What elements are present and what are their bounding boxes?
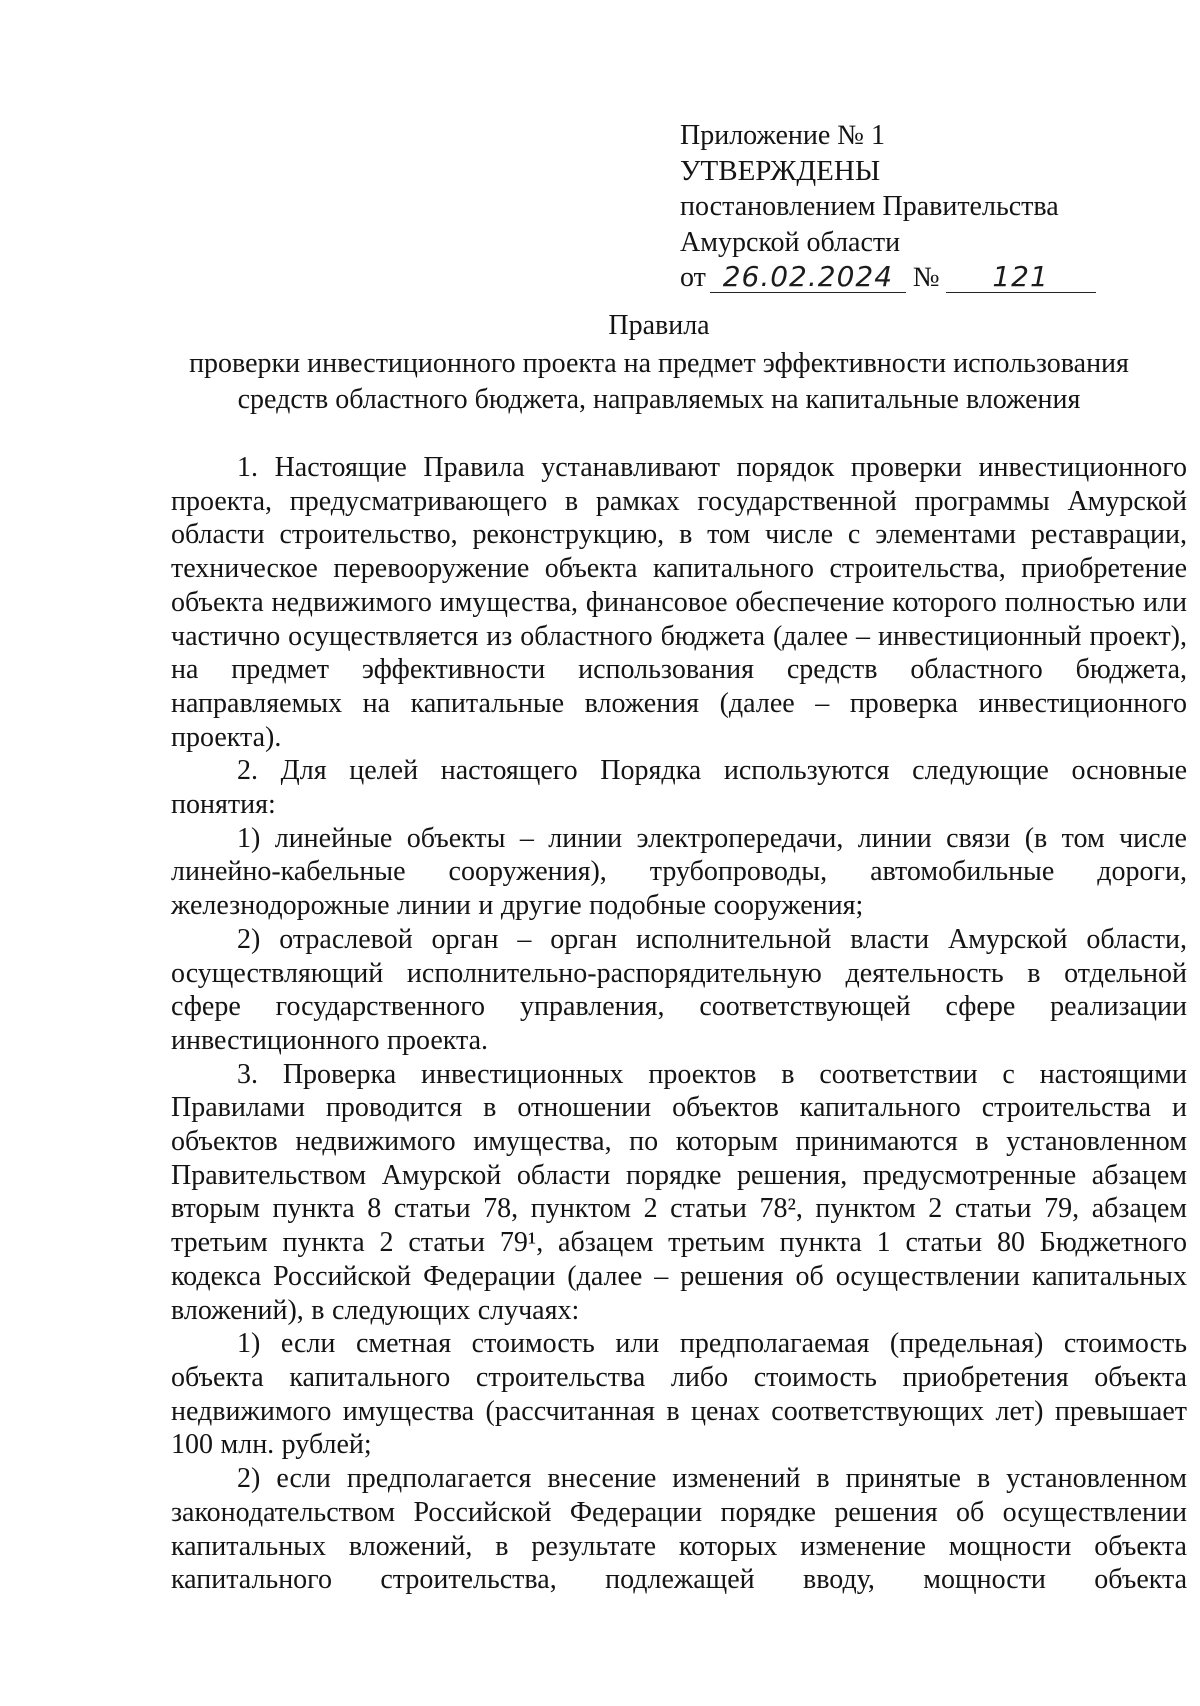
paragraph-3-item-2: 2) если предполагается внесение изменений в принятые в установленном законодательством Российской Федерации порядке решения об осуществлении капитальных вложений, в результате которых изменение мощности объекта капитального строительства, подлежащей вводу, мощности объекта [171,1463,1187,1596]
number-label: № [912,262,940,293]
resolution-label: постановлением Правительства [680,191,1059,222]
document-subtitle [130,346,1188,418]
paragraph-2-item-1: 1) линейные объекты – линии электропередачи, линии связи (в том числе линейно-кабельные сооружения), трубопроводы, автомобильные дороги, железнодорожные линии и другие подобные сооружения; [171,822,1187,922]
document-body [171,451,1187,1597]
approval-block [680,118,1096,296]
paragraph-3: 3. Проверка инвестиционных проектов в соответствии с настоящими Правилами проводится в отношении объектов капитального строительства и объектов недвижимого имущества, по которым принимаются в установленном Правительством Амурской области порядке решения, предусмотренные абзацем вторым пункта 8 статьи 78, пунктом 2 статьи 78², пунктом 2 статьи 79, абзацем третьим пункта 2 статьи 79¹, абзацем третьим пункта 1 статьи 80 Бюджетного кодекса Российской Федерации (далее – решения об осуществлении капитальных вложений), в следующих случаях: [171,1058,1187,1326]
handwritten-number: 121 [946,262,1096,293]
paragraph-1: 1. Настоящие Правила устанавливают порядок проверки инвестиционного проекта, предусматривающего в рамках государственной программы Амурской области строительство, реконструкцию, в том числе с элементами реставрации, техническое перевооружение объекта капитального строительства, приобретение объекта недвижимого имущества, финансовое обеспечение которого полностью или частично осуществляется из областного бюджета (далее – инвестиционный проект), на предмет эффективности использования средств областного бюджета, направляемых на капитальные вложения (далее – проверка инвестиционного проекта). [171,452,1187,753]
paragraph-2-item-2: 2) отраслевой орган – орган исполнительной власти Амурской области, осуществляющий исполнительно-распорядительную деятельность в отдельной сфере государственного управления, соответствующей сфере реализации инвестиционного проекта. [171,923,1187,1056]
handwritten-date: 26.02.2024 [710,262,906,293]
subtitle-line-2: средств областного бюджета, направляемых на капитальные вложения [237,384,1081,415]
approved-label: УТВЕРЖДЕНЫ [680,154,881,187]
paragraph-2: 2. Для целей настоящего Порядка используются следующие основные понятия: [171,755,1187,821]
paragraph-3-item-1: 1) если сметная стоимость или предполагаемая (предельная) стоимость объекта капитального строительства либо стоимость приобретения объекта недвижимого имущества (рассчитанная в ценах соответствующих лет) превышает 100 млн. рублей; [171,1328,1187,1461]
date-prefix: от [680,262,706,293]
subtitle-line-1: проверки инвестиционного проекта на предмет эффективности использования [189,348,1129,379]
appendix-label: Приложение № 1 [680,120,885,151]
date-number-line [680,260,1096,296]
document-title: Правила [608,310,710,341]
region-label: Амурской области [680,226,901,258]
